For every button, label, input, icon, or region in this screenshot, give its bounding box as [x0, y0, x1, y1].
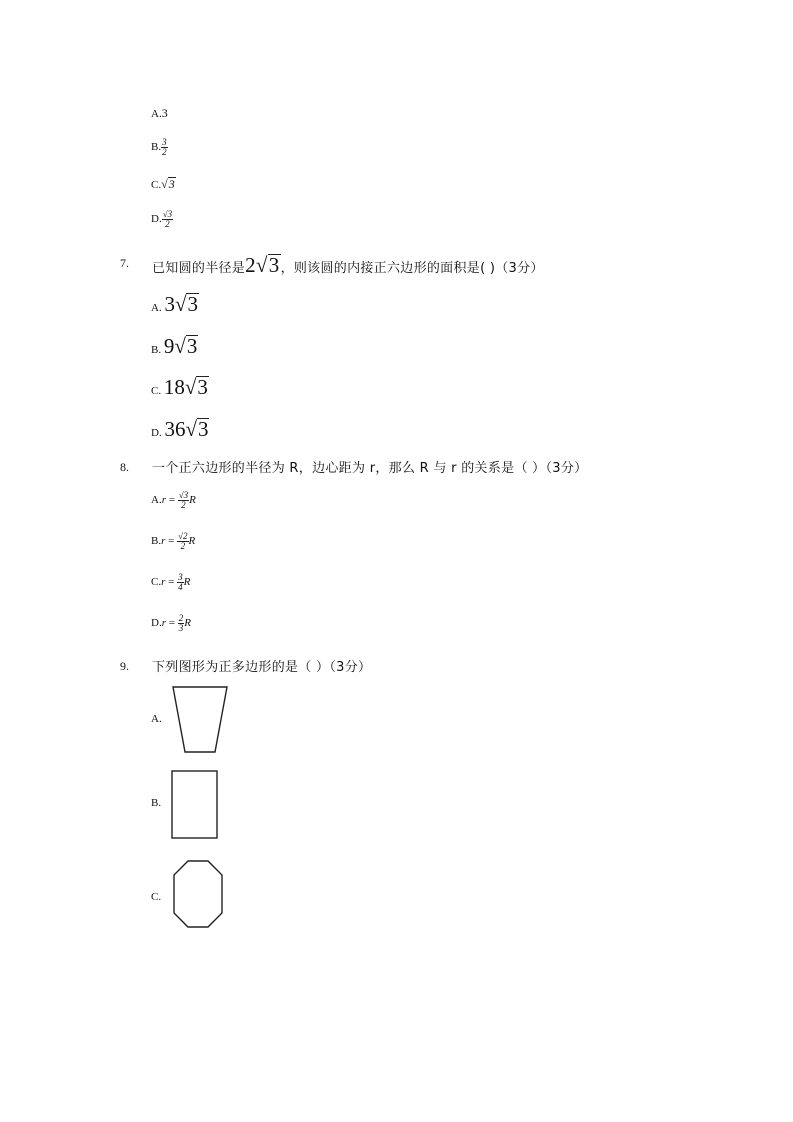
question-number: 7.: [120, 256, 129, 270]
question-7-stem: [152, 253, 544, 278]
option-letter: B.: [151, 344, 162, 356]
sqrt-expression: √3: [161, 177, 175, 191]
q6-option-b: [151, 138, 168, 157]
question-number: 9.: [120, 659, 129, 673]
question-8-stem: 一个正六边形的半径为 R，边心距为 r，那么 R 与 r 的关系是（ ）（3分）: [152, 461, 588, 476]
q8-option-a: A.r = $\frac{√3}{2}$ R: [151, 490, 196, 510]
option-letter: D.: [151, 617, 162, 630]
trapezoid-figure: [170, 685, 230, 755]
option-value: 3: [161, 106, 168, 120]
option-letter: D.: [151, 213, 162, 226]
option-letter: C.: [151, 385, 162, 397]
option-letter: A.: [151, 108, 162, 120]
q7-option-c: C. 18√3: [151, 375, 208, 399]
q6-option-c: [151, 177, 176, 192]
fraction: $\frac{3}{2}$: [162, 137, 167, 157]
q6-option-d: [151, 210, 173, 229]
question-number: 8.: [120, 460, 129, 474]
fraction: $\frac{√3}{2}$: [162, 209, 173, 229]
radius-expression: 2√3: [245, 253, 280, 277]
q8-option-b: B.r = $\frac{√2}{2}$ R: [151, 531, 196, 551]
q9-option-a-label: A.: [151, 713, 162, 725]
q8-option-d: D.r = $\frac{2}{3}$ R: [151, 613, 191, 633]
option-letter: C.: [151, 576, 162, 589]
rectangle-figure: [170, 769, 220, 841]
option-letter: C.: [151, 179, 162, 191]
octagon-figure: [170, 858, 226, 930]
option-letter: A.: [151, 302, 162, 314]
option-letter: B.: [151, 141, 162, 154]
stem-text: ，则该圆的内接正六边形的面积是( )（3分）: [280, 261, 544, 276]
q7-option-d: D. 36√3: [151, 417, 209, 441]
q8-option-c: C.r = $\frac{3}{4}$ R: [151, 572, 191, 592]
q9-option-c-label: C.: [151, 891, 162, 903]
q7-option-b: B. 9√3: [151, 334, 198, 358]
q6-option-a: [151, 106, 168, 121]
question-9-stem: 下列图形为正多边形的是（ ）（3分）: [152, 660, 372, 675]
option-letter: A.: [151, 494, 162, 507]
option-letter: D.: [151, 427, 162, 439]
stem-text: 已知圆的半径是: [152, 261, 246, 276]
q9-option-b-label: B.: [151, 797, 162, 809]
q7-option-a: A. 3√3: [151, 292, 198, 316]
option-letter: B.: [151, 535, 162, 548]
